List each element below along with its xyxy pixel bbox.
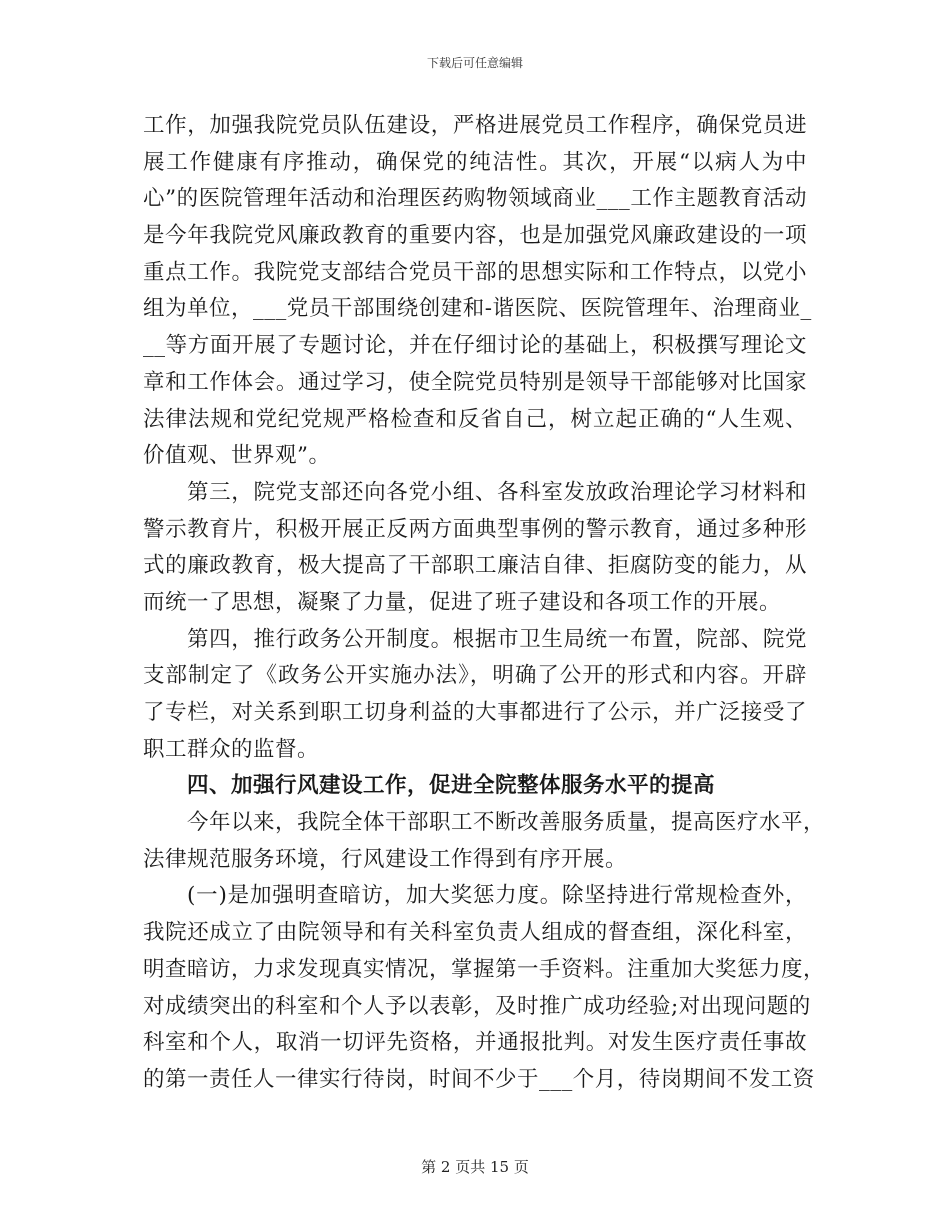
document-body	[143, 108, 826, 1099]
paragraph-first-line: (一)是加强明查暗访，加大奖惩力度。除坚持进行常规检查外，	[187, 883, 807, 909]
body-line: 式的廉政教育，极大提高了干部职工廉洁自律、拒腐防变的能力，从	[143, 553, 807, 579]
section-heading: 四、加强行风建设工作，促进全院整体服务水平的提高	[187, 773, 716, 799]
body-line: 科室和个人，取消一切评先资格，并通报批判。对发生医疗责任事故	[143, 1030, 807, 1056]
body-line: 明查暗访，力求发现真实情况，掌握第一手资料。注重加大奖惩力度，	[143, 956, 826, 982]
body-line: 我院还成立了由院领导和有关科室负责人组成的督查组，深化科室，	[143, 920, 807, 946]
body-line: 法律法规和党纪党规严格检查和反省自己，树立起正确的“人生观、	[143, 406, 807, 432]
paragraph-first-line: 第三，院党支部还向各党小组、各科室发放政治理论学习材料和	[187, 479, 807, 505]
body-line: 而统一了思想，凝聚了力量，促进了班子建设和各项工作的开展。	[143, 589, 782, 615]
body-line: 支部制定了《政务公开实施办法》，明确了公开的形式和内容。开辟	[143, 663, 807, 689]
body-line: 心”的医院管理年活动和治理医药购物领域商业___工作主题教育活动	[143, 186, 807, 212]
body-line: 章和工作体会。通过学习，使全院党员特别是领导干部能够对比国家	[143, 369, 807, 395]
paragraph-first-line: 第四，推行政务公开制度。根据市卫生局统一布置，院部、院党	[187, 626, 807, 652]
paragraph-first-line: 今年以来，我院全体干部职工不断改善服务质量，提高医疗水平，	[187, 810, 826, 836]
body-line: __等方面开展了专题讨论，并在仔细讨论的基础上，积极撰写理论文	[143, 333, 807, 359]
body-line: 警示教育片，积极开展正反两方面典型事例的警示教育，通过多种形	[143, 516, 807, 542]
body-line: 重点工作。我院党支部结合党员干部的思想实际和工作特点，以党小	[143, 259, 807, 285]
body-line: 价值观、世界观”。	[143, 443, 331, 469]
body-line: 展工作健康有序推动，确保党的纯洁性。其次，开展“以病人为中	[143, 149, 807, 175]
page-footer: 第 2 页共 15 页	[421, 1158, 529, 1176]
body-line: 职工群众的监督。	[143, 736, 320, 762]
page-header: 下载后可任意编辑	[426, 56, 523, 70]
body-line: 的第一责任人一律实行待岗，时间不少于___个月，待岗期间不发工资	[143, 1066, 815, 1092]
body-line: 工作，加强我院党员队伍建设，严格进展党员工作程序，确保党员进	[143, 113, 807, 138]
body-line: 法律规范服务环境，行风建设工作得到有序开展。	[143, 846, 628, 872]
body-line: 组为单位，___党员干部围绕创建和-谐医院、医院管理年、治理商业_	[143, 296, 812, 322]
body-line: 对成绩突出的科室和个人予以表彰，及时推广成功经验;对出现问题的	[143, 993, 811, 1019]
body-line: 了专栏，对关系到职工切身利益的大事都进行了公示，并广泛接受了	[143, 700, 807, 725]
body-line: 是今年我院党风廉政教育的重要内容，也是加强党风廉政建设的一项	[143, 223, 807, 249]
